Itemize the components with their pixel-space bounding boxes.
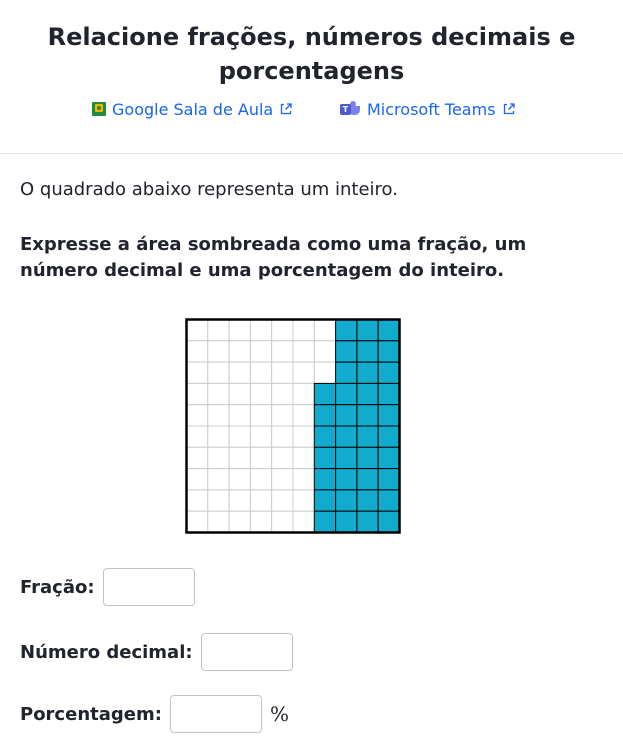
grid-cell-shaded	[357, 426, 378, 447]
exercise-question: Expresse a área sombreada como uma fração, um número decimal e uma porcentagem do inteiro.	[20, 234, 527, 281]
grid-cell	[314, 320, 335, 341]
fraction-input[interactable]	[103, 568, 195, 606]
grid-cell	[250, 341, 271, 362]
google-classroom-icon	[92, 102, 106, 116]
google-classroom-label: Google Sala de Aula	[112, 99, 274, 119]
fraction-answer-row	[20, 568, 195, 606]
grid-cell-shaded	[336, 341, 357, 362]
grid-cell	[208, 320, 229, 341]
decimal-label: Número decimal:	[20, 641, 193, 663]
percent-sign: %	[269, 702, 289, 726]
grid-cell	[208, 405, 229, 426]
grid-cell	[208, 490, 229, 511]
share-links	[0, 97, 623, 121]
grid-cell-shaded	[378, 469, 399, 490]
percent-label: Porcentagem:	[20, 703, 162, 725]
grid-cell	[187, 426, 208, 447]
grid-cell	[229, 320, 250, 341]
grid-cell	[293, 511, 314, 532]
grid-cell	[250, 511, 271, 532]
grid-cell	[272, 383, 293, 404]
grid-cell	[229, 405, 250, 426]
google-classroom-link[interactable]	[92, 97, 293, 121]
grid-cell	[250, 383, 271, 404]
grid-cell	[187, 469, 208, 490]
grid-cell	[229, 341, 250, 362]
grid-cell	[187, 405, 208, 426]
grid-cell-shaded	[378, 341, 399, 362]
grid-cell	[187, 511, 208, 532]
grid-cell	[250, 320, 271, 341]
grid-cell	[229, 362, 250, 383]
grid-cell	[314, 341, 335, 362]
percent-answer-row	[20, 695, 289, 733]
grid-cell	[272, 511, 293, 532]
grid-cell-shaded	[357, 320, 378, 341]
grid-cell	[272, 469, 293, 490]
grid-cell	[272, 362, 293, 383]
grid-cell-shaded	[378, 447, 399, 468]
grid-cell	[293, 383, 314, 404]
grid-cell	[208, 383, 229, 404]
grid-cell-shaded	[357, 341, 378, 362]
grid-cell	[293, 341, 314, 362]
grid-cell	[229, 490, 250, 511]
grid-cell	[229, 383, 250, 404]
grid-cell	[293, 362, 314, 383]
grid-cell	[272, 447, 293, 468]
external-link-icon	[502, 102, 516, 116]
grid-cell-shaded	[336, 362, 357, 383]
grid-cell-shaded	[336, 490, 357, 511]
grid-cell	[187, 490, 208, 511]
percent-input[interactable]	[170, 695, 262, 733]
grid-cell	[208, 511, 229, 532]
grid-cell-shaded	[314, 469, 335, 490]
grid-cell-shaded	[378, 383, 399, 404]
grid-cell-shaded	[336, 511, 357, 532]
grid-cell-shaded	[336, 320, 357, 341]
microsoft-teams-icon: T	[340, 101, 362, 117]
grid-cell-shaded	[314, 405, 335, 426]
grid-cell-shaded	[357, 362, 378, 383]
grid-cell	[187, 383, 208, 404]
grid-cell	[208, 469, 229, 490]
grid-cell	[250, 362, 271, 383]
grid-cell	[272, 490, 293, 511]
external-link-icon	[279, 102, 293, 116]
grid-cell-shaded	[336, 383, 357, 404]
grid-cell	[229, 469, 250, 490]
grid-cell	[293, 490, 314, 511]
grid-cell	[229, 511, 250, 532]
grid-cell-shaded	[314, 511, 335, 532]
grid-cell-shaded	[357, 511, 378, 532]
grid-cell	[208, 341, 229, 362]
grid-cell-shaded	[378, 511, 399, 532]
grid-cell-shaded	[314, 426, 335, 447]
grid-cell	[187, 362, 208, 383]
grid-cell	[250, 405, 271, 426]
grid-cell-shaded	[357, 383, 378, 404]
grid-cell	[250, 426, 271, 447]
grid-cell	[293, 426, 314, 447]
decimal-answer-row	[20, 633, 293, 671]
grid-cell-shaded	[336, 469, 357, 490]
grid-cell	[314, 362, 335, 383]
grid-cell	[187, 341, 208, 362]
microsoft-teams-label: Microsoft Teams	[367, 99, 496, 119]
grid-cell	[250, 469, 271, 490]
grid-cell-shaded	[336, 405, 357, 426]
grid-cell-shaded	[357, 490, 378, 511]
grid-cell	[272, 320, 293, 341]
grid-cell-shaded	[378, 320, 399, 341]
grid-cell-shaded	[357, 469, 378, 490]
fraction-label: Fração:	[20, 576, 95, 598]
page-title: Relacione frações, números decimais e porcentagens	[47, 23, 576, 85]
microsoft-teams-link[interactable]	[340, 97, 516, 121]
grid-cell	[208, 426, 229, 447]
grid-cell	[272, 341, 293, 362]
grid-cell	[272, 405, 293, 426]
grid-cell	[229, 447, 250, 468]
grid-cell	[293, 469, 314, 490]
page-header	[0, 0, 623, 154]
grid-cell	[293, 320, 314, 341]
grid-cell	[229, 426, 250, 447]
grid-cell-shaded	[336, 426, 357, 447]
grid-cell-shaded	[314, 447, 335, 468]
grid-cell	[250, 490, 271, 511]
grid-cell	[293, 405, 314, 426]
grid-cell-shaded	[336, 447, 357, 468]
grid-cell-shaded	[378, 426, 399, 447]
exercise-intro: O quadrado abaixo representa um inteiro.	[20, 179, 398, 200]
decimal-input[interactable]	[201, 633, 293, 671]
hundred-grid-figure	[185, 318, 401, 534]
grid-cell-shaded	[357, 447, 378, 468]
grid-cell-shaded	[378, 490, 399, 511]
grid-cell	[293, 447, 314, 468]
grid-cell-shaded	[378, 362, 399, 383]
grid-cell	[208, 362, 229, 383]
grid-cell-shaded	[378, 405, 399, 426]
grid-cell-shaded	[314, 383, 335, 404]
grid-cell	[208, 447, 229, 468]
grid-cell-shaded	[314, 490, 335, 511]
grid-cell	[250, 447, 271, 468]
grid-cell	[272, 426, 293, 447]
grid-cell	[187, 320, 208, 341]
grid-cell	[187, 447, 208, 468]
grid-cell-shaded	[357, 405, 378, 426]
